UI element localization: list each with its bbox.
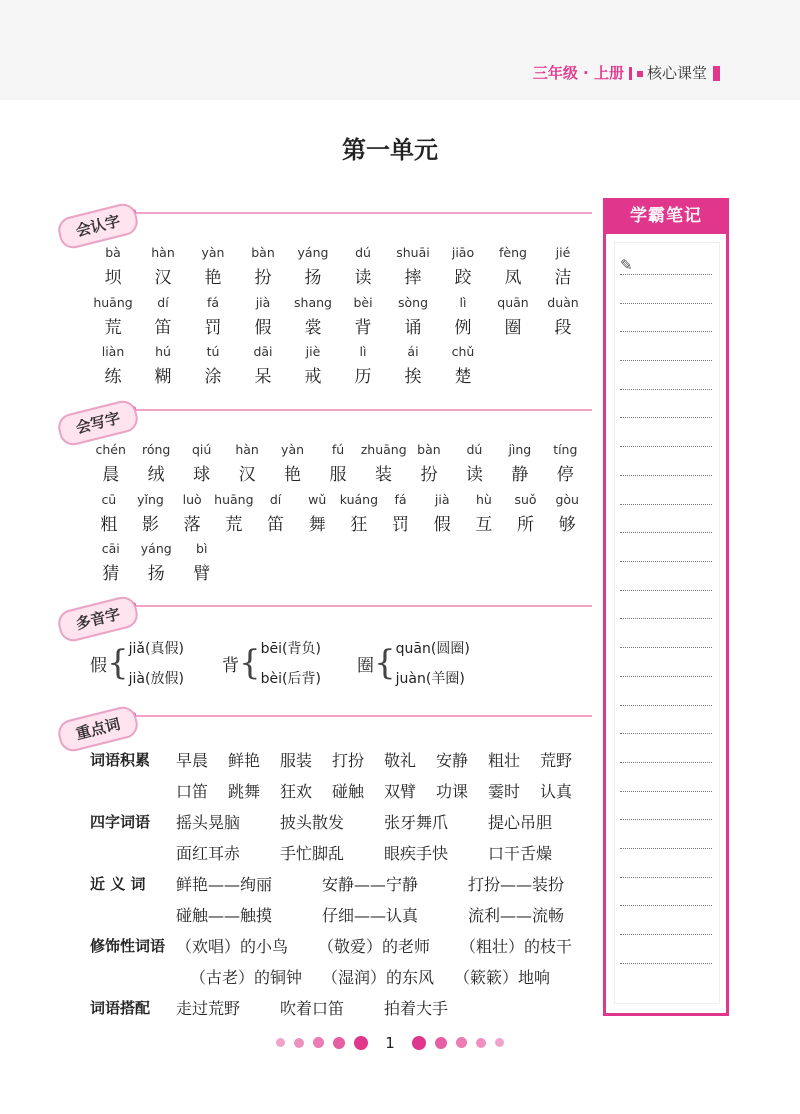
kw-label-modifier: 修饰性词语 [90, 937, 166, 955]
header-square-icon [637, 71, 643, 77]
key-word: 手忙脚乱 [280, 844, 345, 863]
pinyin: quān [497, 295, 529, 310]
char-cell [497, 442, 542, 485]
hanzi: 涂 [204, 367, 222, 387]
header-book: 核心课堂 [646, 64, 707, 82]
char-cell [361, 442, 407, 485]
pinyin: luò [182, 492, 202, 507]
section-line-recognize [132, 212, 592, 214]
polyphone-reading: jià(放假) [128, 671, 184, 687]
char-cell [438, 295, 488, 338]
hanzi: 影 [142, 515, 159, 535]
notes-dotted-line [620, 934, 712, 935]
section-line-poly [132, 605, 592, 607]
key-word: 打扮——装扮 [468, 875, 565, 894]
notes-dotted-line [620, 360, 712, 361]
notes-dotted-line [620, 389, 712, 390]
notes-dotted-line [620, 417, 712, 418]
key-word: （粗壮）的枝干 [460, 937, 573, 956]
hanzi: 晨 [102, 465, 120, 485]
page-title: 第一单元 [342, 136, 438, 164]
hanzi: 圈 [504, 318, 522, 338]
hanzi: 坝 [104, 268, 122, 288]
char-cell [452, 442, 497, 485]
polyphone-reading: bèi(后背) [260, 671, 321, 687]
pinyin: bèi [353, 295, 373, 310]
key-word: （湿润）的东风 [322, 968, 435, 987]
key-word: （簌簌）地响 [454, 968, 551, 987]
kw-line [176, 779, 592, 802]
key-word: （敬爱）的老师 [318, 937, 431, 956]
pinyin: yáng [297, 245, 329, 260]
kw-line [176, 841, 592, 864]
key-word: 吹着口笛 [280, 999, 345, 1018]
pinyin: jiè [305, 344, 321, 359]
pager-dot-icon [276, 1038, 285, 1047]
hanzi: 汉 [238, 465, 256, 485]
hanzi: 扬 [304, 268, 322, 288]
char-row [88, 442, 588, 485]
running-header [533, 62, 720, 83]
pinyin: jié [555, 245, 571, 260]
pager-dot-icon [456, 1037, 467, 1048]
notes-dotted-line [620, 590, 712, 591]
hanzi: 历 [354, 367, 372, 387]
hanzi: 服 [329, 465, 347, 485]
char-cell [380, 492, 422, 535]
pinyin: duàn [547, 295, 579, 310]
key-word: 拍着大手 [384, 999, 449, 1018]
hanzi: 洁 [554, 268, 572, 288]
pinyin: gòu [555, 492, 579, 507]
hanzi: 所 [517, 515, 535, 535]
hanzi: 够 [558, 515, 576, 535]
hanzi: 摔 [404, 268, 422, 288]
pinyin: huāng [214, 492, 254, 507]
kw-line [176, 810, 592, 833]
hanzi: 舞 [308, 515, 326, 535]
key-word: 安静——宁静 [322, 875, 419, 894]
char-cell [238, 245, 288, 288]
hanzi: 扮 [254, 268, 272, 288]
hanzi: 楚 [454, 367, 472, 387]
char-cell [538, 245, 588, 288]
pinyin: huāng [93, 295, 133, 310]
char-cell [130, 492, 172, 535]
notes-dotted-line [620, 877, 712, 878]
notes-dotted-line [620, 532, 712, 533]
pinyin: cū [101, 492, 117, 507]
brace-icon: { [107, 643, 129, 683]
hanzi: 停 [556, 465, 574, 485]
key-word: 打扮 [332, 751, 365, 770]
key-word: （欢唱）的小鸟 [176, 937, 289, 956]
pinyin: zhuāng [360, 442, 407, 457]
char-cell [188, 245, 238, 288]
key-word: 眼疾手快 [384, 844, 449, 863]
notes-dotted-line [620, 762, 712, 763]
page-number: 1 [385, 1033, 395, 1052]
hanzi: 球 [193, 465, 211, 485]
pinyin: hàn [151, 245, 175, 260]
char-cell [438, 344, 488, 387]
char-cell [488, 295, 538, 338]
section-tag-poly: 多音字 [55, 594, 140, 644]
pinyin: ái [407, 344, 419, 359]
pager-dot-icon [294, 1038, 304, 1048]
polyphone-reading: quān(圆圈) [395, 641, 470, 657]
pinyin: sòng [397, 295, 429, 310]
notes-title: 学霸笔记 [603, 198, 729, 234]
pager-dot-icon [476, 1038, 486, 1048]
pinyin: tíng [553, 442, 578, 457]
kw-line [176, 934, 602, 957]
char-cell [213, 492, 255, 535]
pinyin: bàn [417, 442, 441, 457]
notes-dotted-line [620, 963, 712, 964]
char-cell [438, 245, 488, 288]
pinyin: tú [206, 344, 220, 359]
key-word: 粗壮 [488, 751, 521, 770]
notes-inner-box [614, 242, 720, 1004]
notes-dotted-line [620, 905, 712, 906]
char-cell [338, 492, 380, 535]
header-divider [629, 67, 632, 80]
hanzi: 互 [475, 515, 493, 535]
hanzi: 段 [554, 318, 572, 338]
hanzi: 练 [104, 367, 122, 387]
hanzi: 臂 [193, 564, 211, 584]
notes-dotted-line [620, 705, 712, 706]
pinyin: róng [141, 442, 171, 457]
hanzi: 假 [254, 318, 272, 338]
notes-dotted-line [620, 475, 712, 476]
brace-icon: { [374, 643, 396, 683]
kw-label-synonym: 近 义 词 [90, 875, 146, 893]
hanzi: 猜 [102, 564, 120, 584]
char-cell [288, 344, 338, 387]
section-tag-key: 重点词 [55, 704, 140, 754]
hanzi: 荒 [104, 318, 122, 338]
char-cell [488, 245, 538, 288]
polyphone-char: 背 [222, 655, 239, 676]
char-cell [188, 295, 238, 338]
hanzi: 假 [433, 515, 451, 535]
key-word: 早晨 [176, 751, 209, 770]
char-cell [88, 245, 138, 288]
section-line-write [132, 409, 592, 411]
char-cell [270, 442, 315, 485]
kw-label-four-char: 四字词语 [90, 813, 151, 831]
key-word: 跳舞 [228, 782, 261, 801]
char-cell [255, 492, 297, 535]
hanzi: 扬 [147, 564, 165, 584]
char-cell [315, 442, 360, 485]
key-word: 鲜艳——绚丽 [176, 875, 273, 894]
pinyin: lì [359, 344, 367, 359]
hanzi: 罚 [204, 318, 222, 338]
pinyin: chén [95, 442, 126, 457]
notes-dotted-line [620, 647, 712, 648]
key-word: 鲜艳 [228, 751, 261, 770]
pinyin: fá [394, 492, 407, 507]
pinyin: jià [434, 492, 450, 507]
polyphone-char: 圈 [357, 655, 374, 676]
pinyin: shang [294, 295, 332, 310]
pinyin: qiú [191, 442, 212, 457]
pager-dot-icon [354, 1036, 368, 1050]
char-cell [388, 245, 438, 288]
notes-dotted-line [620, 561, 712, 562]
hanzi: 扮 [420, 465, 438, 485]
key-word: 认真 [540, 782, 573, 801]
polyphone-group [357, 638, 470, 688]
kw-line [176, 748, 592, 771]
notes-dotted-line [620, 446, 712, 447]
char-cell [338, 245, 388, 288]
hanzi: 荒 [225, 515, 243, 535]
kw-line [190, 965, 586, 988]
char-cell [388, 344, 438, 387]
char-cell [188, 344, 238, 387]
pinyin: dí [157, 295, 169, 310]
char-cell [338, 295, 388, 338]
notes-dotted-line [620, 618, 712, 619]
char-cell [88, 492, 130, 535]
key-word: 面红耳赤 [176, 844, 241, 863]
char-cell [538, 295, 588, 338]
notes-dotted-line [620, 676, 712, 677]
hanzi: 呆 [254, 367, 272, 387]
pinyin: jìng [508, 442, 532, 457]
pager-dot-icon [412, 1036, 426, 1050]
notes-dotted-line [620, 303, 712, 304]
notes-dotted-line [620, 274, 712, 275]
section-tag-write: 会写字 [55, 398, 140, 448]
char-cell [224, 442, 269, 485]
key-word: 摇头晃脑 [176, 813, 241, 832]
key-word: 口笛 [176, 782, 209, 801]
char-cell [138, 295, 188, 338]
polyphone-char: 假 [90, 655, 107, 676]
key-word: 安静 [436, 751, 469, 770]
char-row [88, 245, 588, 288]
hanzi: 静 [511, 465, 529, 485]
hanzi: 笛 [154, 318, 172, 338]
char-cell [238, 295, 288, 338]
polyphone-reading: juàn(羊圈) [395, 671, 465, 687]
pinyin: fú [331, 442, 345, 457]
hanzi: 笛 [267, 515, 285, 535]
polyphone-group [222, 638, 321, 688]
char-cell [463, 492, 505, 535]
hanzi: 汉 [154, 268, 172, 288]
pinyin: chǔ [451, 344, 475, 359]
polyphone-reading: jiǎ(真假) [128, 641, 184, 657]
key-word: 仔细——认真 [322, 906, 419, 925]
char-cell [138, 245, 188, 288]
hanzi: 落 [183, 515, 201, 535]
pinyin: dí [269, 492, 282, 507]
key-word: 碰触——触摸 [176, 906, 273, 925]
char-cell [171, 492, 213, 535]
pinyin: yàn [201, 245, 225, 260]
pinyin: liàn [101, 344, 125, 359]
pinyin: dāi [253, 344, 273, 359]
char-cell [288, 295, 338, 338]
pinyin: yáng [140, 541, 172, 556]
pinyin: fèng [499, 245, 527, 260]
top-band [0, 0, 800, 100]
polyphone-reading: bēi(背负) [260, 641, 321, 657]
key-word: 狂欢 [280, 782, 313, 801]
kw-label-collocation: 词语搭配 [90, 999, 151, 1017]
hanzi: 戒 [304, 367, 322, 387]
polyphone-group [90, 638, 184, 688]
key-word: （古老）的铜钟 [190, 968, 303, 987]
header-tail-bar [713, 66, 720, 81]
hanzi: 读 [465, 465, 483, 485]
hanzi: 罚 [392, 515, 410, 535]
pencil-icon: ✎ [620, 256, 633, 274]
pager [0, 1032, 780, 1052]
char-cell [238, 344, 288, 387]
pinyin: shuāi [396, 245, 430, 260]
char-cell [88, 442, 133, 485]
key-word: 张牙舞爪 [384, 813, 449, 832]
key-word: 荒野 [540, 751, 573, 770]
pinyin: jià [255, 295, 271, 310]
char-cell [288, 245, 338, 288]
hanzi: 读 [354, 268, 372, 288]
char-cell [296, 492, 338, 535]
char-row [88, 492, 588, 535]
key-word: 碰触 [332, 782, 365, 801]
key-word: 走过荒野 [176, 999, 241, 1018]
pinyin: yǐng [137, 492, 164, 507]
hanzi: 诵 [404, 318, 422, 338]
kw-line [176, 996, 488, 1019]
char-cell [134, 541, 180, 584]
pinyin: yàn [281, 442, 305, 457]
notes-dotted-line [620, 504, 712, 505]
hanzi: 狂 [350, 515, 368, 535]
key-word: 口干舌燥 [488, 844, 553, 863]
pinyin: suǒ [514, 492, 537, 507]
section-tag-recognize: 会认字 [55, 201, 140, 251]
kw-line [176, 903, 614, 926]
char-cell [138, 344, 188, 387]
key-word: 功课 [436, 782, 469, 801]
pinyin: dú [466, 442, 483, 457]
hanzi: 绒 [147, 465, 165, 485]
hanzi: 跤 [454, 268, 472, 288]
pinyin: lì [459, 295, 467, 310]
pinyin: fá [206, 295, 220, 310]
notes-dotted-line [620, 791, 712, 792]
hanzi: 背 [354, 318, 372, 338]
char-row [88, 541, 588, 584]
hanzi: 艳 [204, 268, 222, 288]
brace-icon: { [239, 643, 261, 683]
char-cell [505, 492, 547, 535]
pinyin: wǔ [308, 492, 327, 507]
hanzi: 装 [374, 465, 392, 485]
hanzi: 裳 [304, 318, 322, 338]
hanzi: 挨 [404, 367, 422, 387]
char-cell [179, 541, 225, 584]
key-word: 服装 [280, 751, 313, 770]
section-line-key [132, 715, 592, 717]
pinyin: kuáng [339, 492, 379, 507]
char-row [88, 344, 588, 387]
char-cell [543, 442, 588, 485]
pinyin: hù [475, 492, 492, 507]
key-word: 双臂 [384, 782, 417, 801]
char-cell [421, 492, 463, 535]
char-cell [88, 541, 134, 584]
char-cell [133, 442, 178, 485]
pinyin: bàn [251, 245, 275, 260]
pager-dot-icon [313, 1037, 324, 1048]
char-cell [88, 295, 138, 338]
char-cell [88, 344, 138, 387]
notes-dotted-line [620, 331, 712, 332]
hanzi: 糊 [154, 367, 172, 387]
notes-dotted-line [620, 848, 712, 849]
notes-dotted-line [620, 733, 712, 734]
pinyin: bà [105, 245, 121, 260]
pinyin: cāi [101, 541, 120, 556]
hanzi: 凤 [504, 268, 522, 288]
hanzi: 粗 [100, 515, 118, 535]
key-word: 霎时 [488, 782, 521, 801]
key-word: 提心吊胆 [488, 813, 553, 832]
hanzi: 例 [454, 318, 472, 338]
pager-dot-icon [333, 1037, 345, 1049]
char-cell [338, 344, 388, 387]
char-cell [179, 442, 224, 485]
pinyin: bì [196, 541, 208, 556]
pager-dot-icon [495, 1038, 504, 1047]
notes-dotted-line [620, 819, 712, 820]
key-word: 披头散发 [280, 813, 345, 832]
char-cell [388, 295, 438, 338]
kw-label-accumulate: 词语积累 [90, 751, 151, 769]
pager-dot-icon [435, 1037, 447, 1049]
header-grade: 三年级 · 上册 [532, 64, 624, 82]
key-word: 敬礼 [384, 751, 417, 770]
char-cell [546, 492, 588, 535]
pinyin: dú [355, 245, 371, 260]
pinyin: hàn [235, 442, 259, 457]
hanzi: 艳 [284, 465, 302, 485]
kw-line [176, 872, 614, 895]
char-cell [406, 442, 451, 485]
pinyin: jiāo [451, 245, 475, 260]
pinyin: hú [155, 344, 171, 359]
key-word: 流利——流畅 [468, 906, 565, 925]
char-row [88, 295, 588, 338]
